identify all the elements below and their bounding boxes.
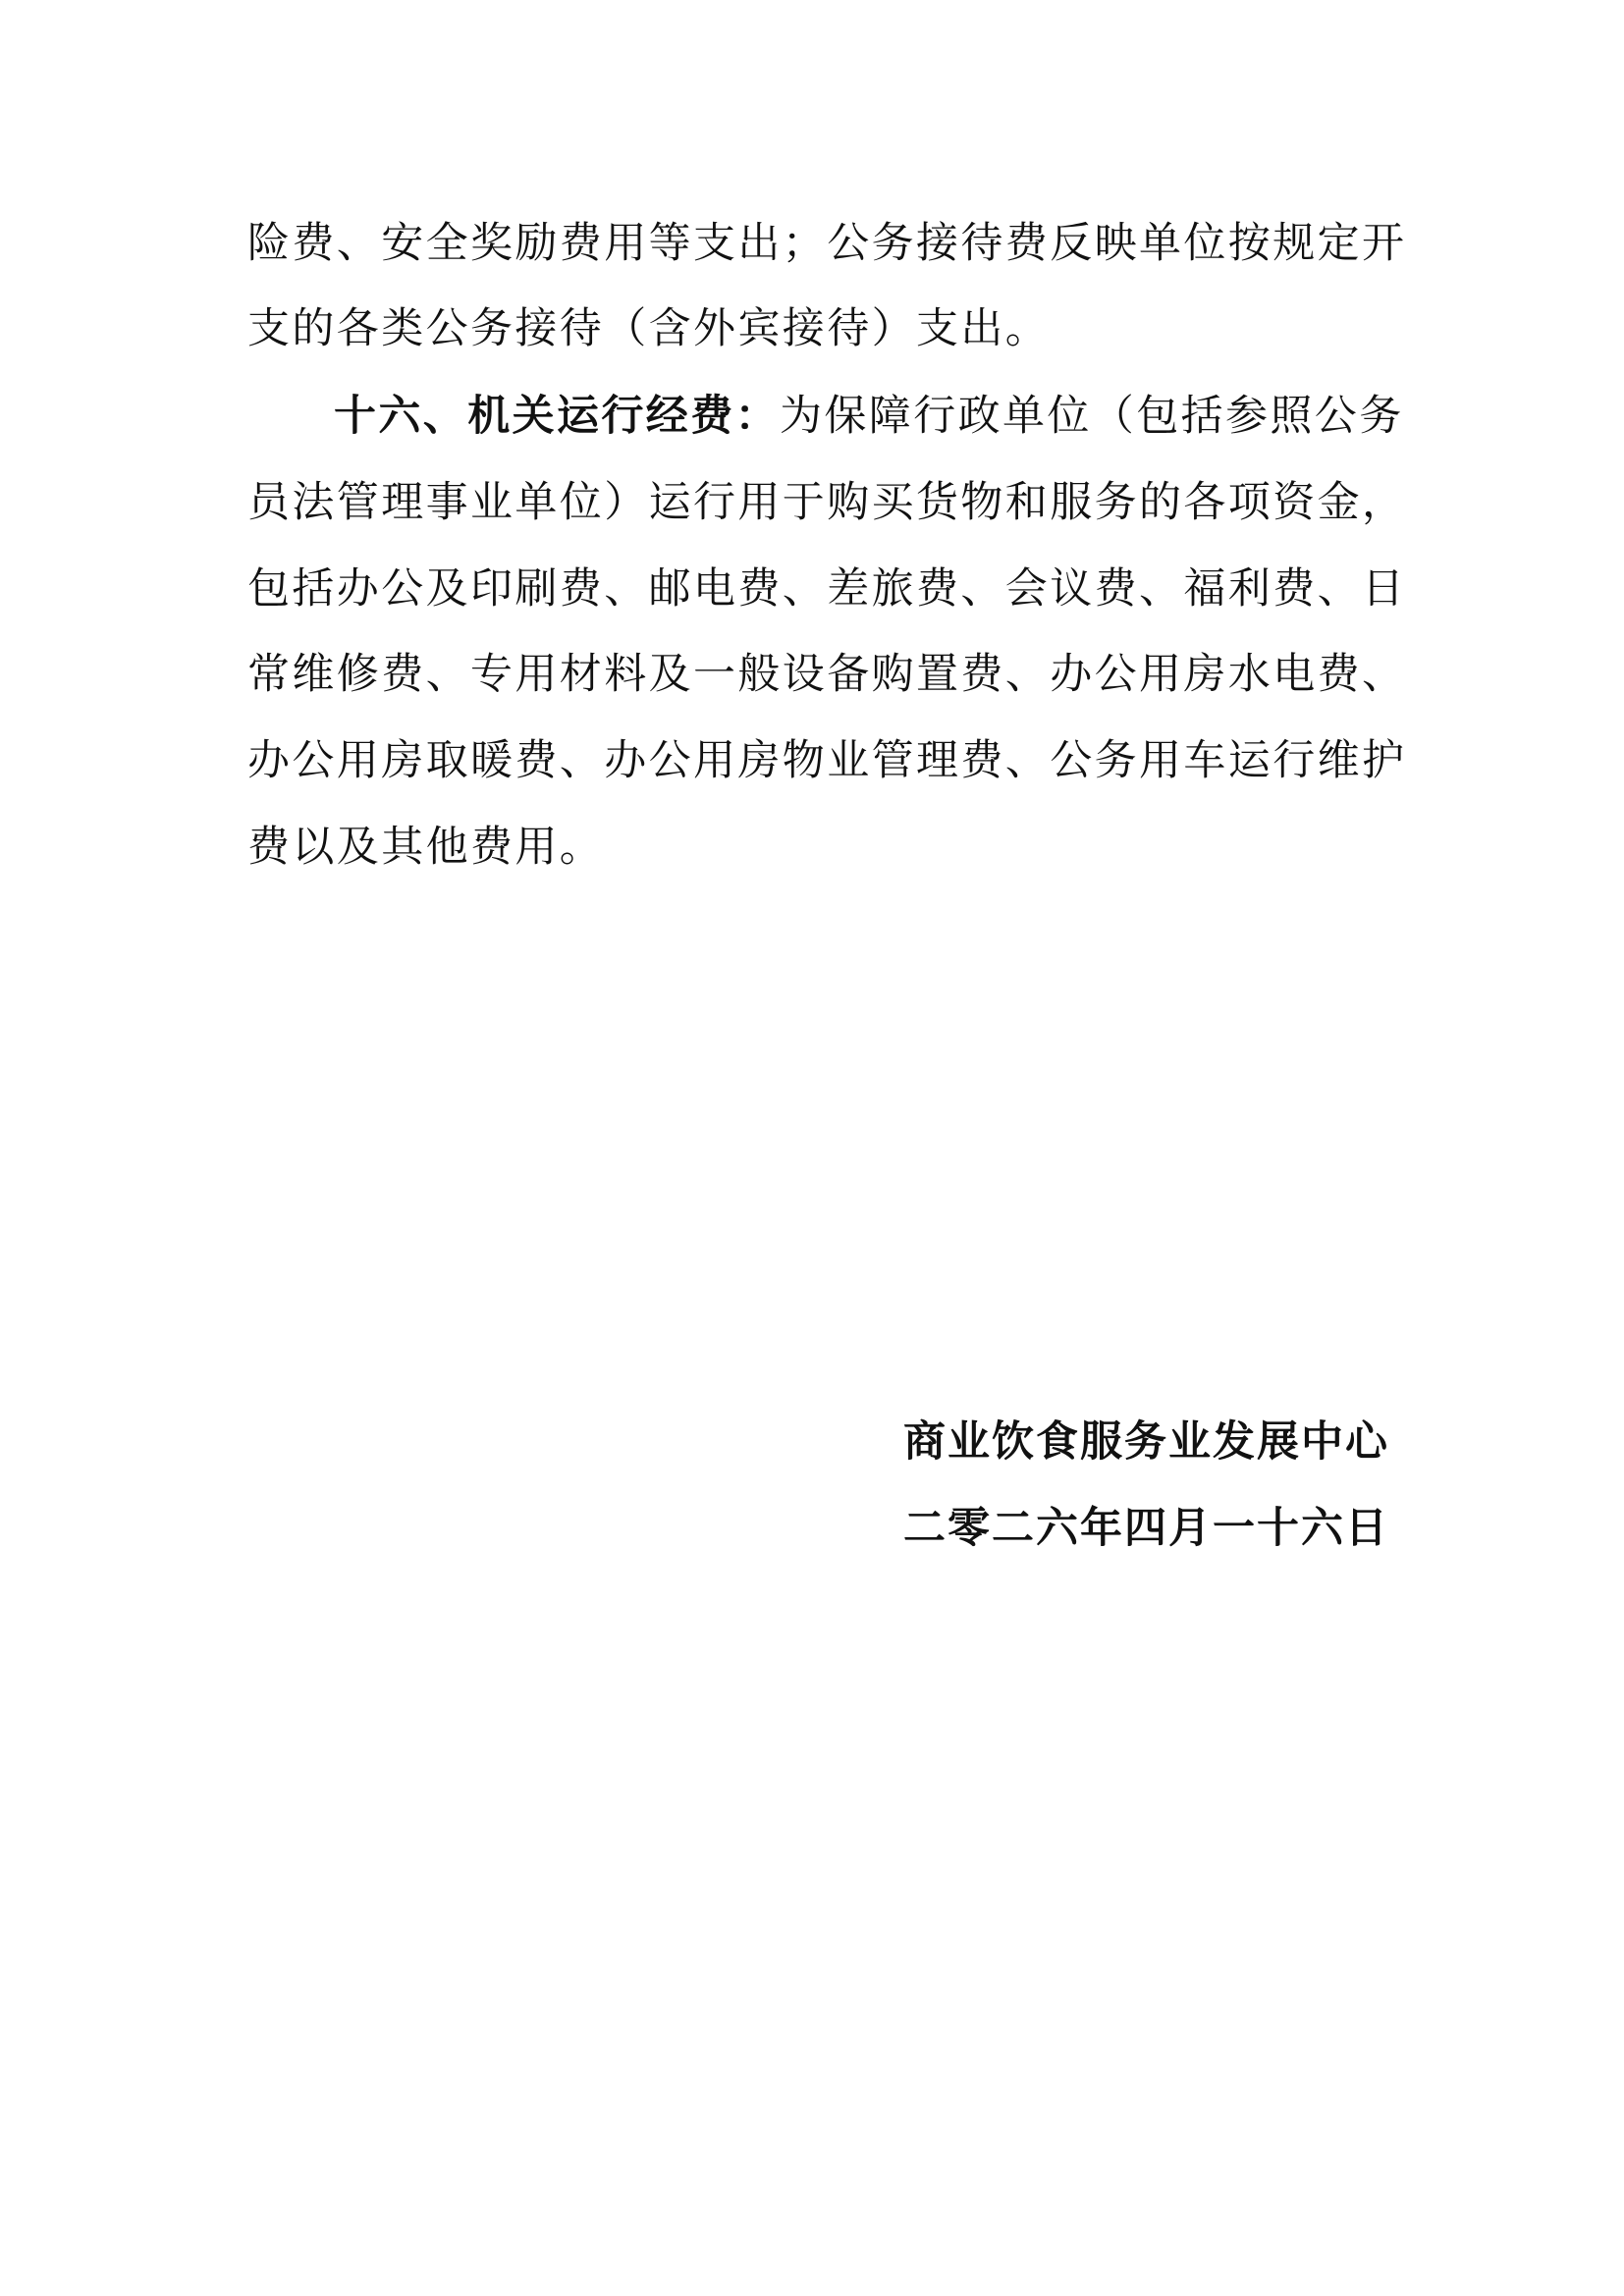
- body-line-5: 常维修费、专用材料及一般设备购置费、办公用房水电费、: [247, 650, 1407, 699]
- body-line-7: 费以及其他费用。: [247, 823, 605, 872]
- section-16-first-line: [334, 387, 1404, 446]
- section-16-heading: 十六、机关运行经费：: [334, 392, 780, 441]
- signature-organization: 商业饮食服务业发展中心: [903, 1417, 1389, 1467]
- body-line-4: 包括办公及印刷费、邮电费、差旅费、会议费、福利费、日: [247, 564, 1407, 614]
- signature-date: 二零二六年四月一十六日: [903, 1504, 1389, 1553]
- body-line-2: 支的各类公务接待（含外宾接待）支出。: [247, 304, 1051, 353]
- body-line-1: 险费、安全奖励费用等支出；公务接待费反映单位按规定开: [247, 219, 1407, 268]
- body-line-3: 员法管理事业单位）运行用于购买货物和服务的各项资金，: [247, 478, 1407, 527]
- section-16-text: 为保障行政单位（包括参照公务: [780, 392, 1404, 441]
- body-line-6: 办公用房取暖费、办公用房物业管理费、公务用车运行维护: [247, 736, 1407, 785]
